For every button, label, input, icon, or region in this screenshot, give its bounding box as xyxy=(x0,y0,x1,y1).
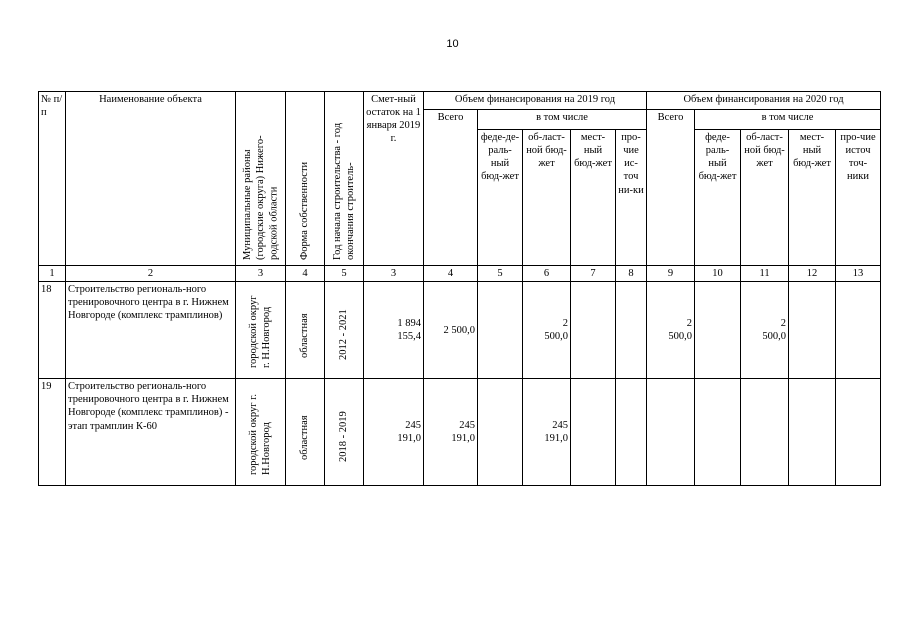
col-number: 6 xyxy=(523,266,571,282)
col-number: 5 xyxy=(478,266,523,282)
row-federal-2020 xyxy=(695,379,741,486)
header-federal-2019: феде-де-раль-ный бюд-жет xyxy=(478,130,523,266)
header-local-2020: мест-ный бюд-жет xyxy=(789,130,836,266)
row-years-text: 2012 - 2021 xyxy=(338,309,350,361)
header-other-2019: про-чие ис-точ ни-ки xyxy=(616,130,647,266)
header-total-2019: Всего xyxy=(424,110,478,266)
header-row xyxy=(39,92,881,110)
row-ownership xyxy=(286,282,325,379)
row-ownership-text: областная xyxy=(299,415,311,461)
row-regional-2020 xyxy=(741,379,789,486)
header-fin-2020: Объем финансирования на 2020 год xyxy=(647,92,881,110)
row-federal-2020 xyxy=(695,282,741,379)
row-regional-2019 xyxy=(523,282,571,379)
row-total-2020 xyxy=(647,282,695,379)
page-number: 10 xyxy=(446,38,459,50)
object-name: Строительство региональ-ного тренировочного центра в г. Нижнем Новгороде (комплекс трамплинов) xyxy=(66,282,236,379)
header-including-2020: в том числе xyxy=(695,110,881,130)
header-fin-2019: Объем финансирования на 2019 год xyxy=(424,92,647,110)
row-estimate-value: 245 191,0 xyxy=(397,420,421,445)
header-local-2019: мест-ный бюд-жет xyxy=(571,130,616,266)
row-other-2019 xyxy=(616,379,647,486)
row-federal-2019 xyxy=(478,282,523,379)
row-estimate xyxy=(364,282,424,379)
col-number: 10 xyxy=(695,266,741,282)
col-number: 4 xyxy=(424,266,478,282)
column-numbers-row xyxy=(39,266,881,282)
row-ownership xyxy=(286,379,325,486)
header-estimate: Смет-ный остаток на 1 января 2019 г. xyxy=(364,92,424,266)
row-federal-2019 xyxy=(478,379,523,486)
row-other-2020 xyxy=(836,379,881,486)
row-other-2020 xyxy=(836,282,881,379)
col-number: 11 xyxy=(741,266,789,282)
col-number: 3 xyxy=(364,266,424,282)
header-no: № п/ п xyxy=(39,92,66,266)
row-district xyxy=(236,282,286,379)
header-total-2020: Всего xyxy=(647,110,695,266)
col-number: 8 xyxy=(616,266,647,282)
col-number: 13 xyxy=(836,266,881,282)
row-no: 18 xyxy=(39,282,66,379)
row-other-2019 xyxy=(616,282,647,379)
header-other-2020: про-чие источ точ-ники xyxy=(836,130,881,266)
header-years xyxy=(325,92,364,266)
row-years xyxy=(325,282,364,379)
row-local-2020 xyxy=(789,379,836,486)
financing-table xyxy=(38,91,881,486)
row-district-text: городской округ г. Н.Новгород xyxy=(248,394,273,476)
header-ownership-text: Форма собственности xyxy=(299,161,311,260)
row-ownership-text: областная xyxy=(299,313,311,359)
row-estimate-value: 1 894 155,4 xyxy=(397,318,421,343)
row-no: 19 xyxy=(39,379,66,486)
row-total-2019: 2 500,0 xyxy=(424,282,478,379)
row-regional-2019 xyxy=(523,379,571,486)
col-number: 4 xyxy=(286,266,325,282)
header-name: Наименование объекта xyxy=(66,92,236,266)
header-including-2019: в том числе xyxy=(478,110,647,130)
header-district-text: Муниципальные районы (городские округа) Нижего-родской области xyxy=(241,135,280,260)
col-number: 5 xyxy=(325,266,364,282)
row-district xyxy=(236,379,286,486)
row-total-2019-value: 245 191,0 xyxy=(451,420,475,445)
header-years-text: Год начала строительства - год окончания строитель- xyxy=(331,122,356,260)
col-number: 7 xyxy=(571,266,616,282)
row-total-2020 xyxy=(647,379,695,486)
row-district-text: городской округ г. Н.Новгород xyxy=(248,295,273,369)
col-number: 1 xyxy=(39,266,66,282)
header-ownership xyxy=(286,92,325,266)
header-regional-2020: об-ласт-ной бюд-жет xyxy=(741,130,789,266)
row-local-2019 xyxy=(571,379,616,486)
object-name: Строительство региональ-ного тренировочного центра в г. Нижнем Новгороде (комплекс трамплинов) - этап трамплин К-60 xyxy=(66,379,236,486)
row-regional-2019-value: 2 500,0 xyxy=(544,318,568,343)
row-years xyxy=(325,379,364,486)
row-regional-2020 xyxy=(741,282,789,379)
header-regional-2019: об-ласт-ной бюд-жет xyxy=(523,130,571,266)
row-years-text: 2018 - 2019 xyxy=(338,411,350,463)
col-number: 9 xyxy=(647,266,695,282)
row-local-2019 xyxy=(571,282,616,379)
col-number: 12 xyxy=(789,266,836,282)
row-estimate xyxy=(364,379,424,486)
row-total-2020-value: 2 500,0 xyxy=(668,318,693,343)
col-number: 3 xyxy=(236,266,286,282)
header-district xyxy=(236,92,286,266)
row-local-2020 xyxy=(789,282,836,379)
table-row xyxy=(39,379,881,486)
row-total-2019 xyxy=(424,379,478,486)
table-row xyxy=(39,282,881,379)
row-regional-2020-value: 2 500,0 xyxy=(762,318,787,343)
col-number: 2 xyxy=(66,266,236,282)
row-regional-2019-value: 245 191,0 xyxy=(544,420,568,445)
header-federal-2020: феде-раль-ный бюд-жет xyxy=(695,130,741,266)
